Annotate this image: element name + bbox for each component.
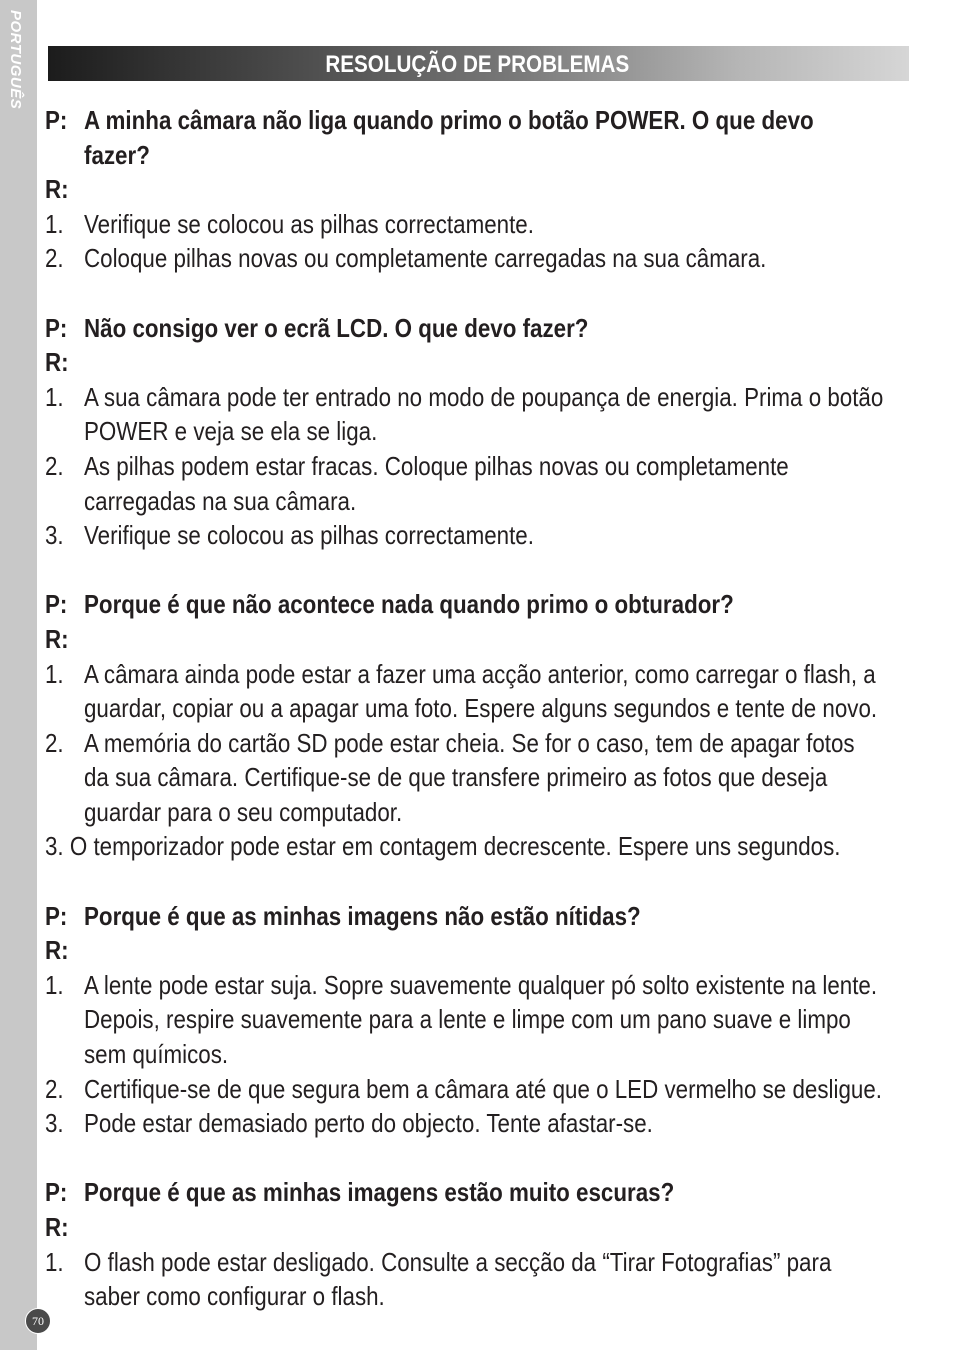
answer-line <box>45 1279 911 1314</box>
answer-text-wrap <box>84 518 607 553</box>
question-text: A minha câmara não liga quando primo o botão POWER. O que devo <box>84 105 814 135</box>
item-number: 3. <box>45 1108 64 1139</box>
question-text-wrap <box>84 311 671 346</box>
answer-text: Certifique-se de que segura bem a câmara até que o LED vermelho se desligue. <box>84 1073 882 1104</box>
answer-text: guardar, copiar ou a apagar uma foto. Espere alguns segundos e tente de novo. <box>84 693 878 724</box>
answer-item <box>45 241 911 276</box>
answer-label: R: <box>45 623 69 654</box>
question-text-wrap <box>84 587 840 622</box>
page-title: RESOLUÇÃO DE PROBLEMAS <box>325 51 630 78</box>
answer-line <box>45 726 911 761</box>
page-number: 70 <box>25 1308 51 1334</box>
answer-text-wrap <box>84 657 954 692</box>
question-text: Porque é que não acontece nada quando primo o obturador? <box>84 589 734 620</box>
section-gap <box>45 1141 911 1176</box>
answer-item <box>45 829 911 864</box>
section-gap <box>45 553 911 588</box>
item-number: 1. <box>45 1246 64 1277</box>
faq-content <box>45 103 911 1314</box>
answer-text: sem químicos. <box>84 1039 229 1070</box>
item-number: 2. <box>45 450 64 481</box>
item-number: 1. <box>45 381 64 412</box>
answer-line <box>45 691 911 726</box>
question-line <box>45 899 911 934</box>
item-number: 2. <box>45 243 64 274</box>
question-line <box>45 103 911 138</box>
question-line <box>45 311 911 346</box>
answer-label: R: <box>45 1212 69 1242</box>
faq-section <box>45 587 911 864</box>
faq-section <box>45 899 911 1141</box>
answer-label: R: <box>45 174 69 205</box>
question-text: fazer? <box>84 139 150 170</box>
answer-label-line <box>45 172 911 207</box>
answer-text-wrap <box>84 1245 953 1280</box>
answer-label-line <box>45 345 911 380</box>
question-text-wrap <box>84 899 731 934</box>
answer-text: Pode estar demasiado perto do objecto. Tente afastar-se. <box>84 1108 653 1139</box>
answer-text: 3. O temporizador pode estar em contagem decrescente. Espere uns segundos. <box>45 831 841 862</box>
answer-text-wrap <box>84 207 607 242</box>
question-line <box>45 138 911 173</box>
answer-text-wrap <box>84 1002 954 1037</box>
faq-section <box>45 103 911 276</box>
answer-text: A câmara ainda pode estar a fazer uma acção anterior, como carregar o flash, a <box>84 658 876 689</box>
answer-text-wrap <box>84 760 948 795</box>
answer-text-wrap <box>84 1279 434 1314</box>
section-gap <box>45 864 911 899</box>
answer-item <box>45 657 911 726</box>
answer-text: Verifique se colocou as pilhas correctamente. <box>84 520 534 551</box>
question-text: Porque é que as minhas imagens não estão nítidas? <box>84 900 641 931</box>
item-number: 1. <box>45 969 64 1000</box>
answer-text-wrap <box>84 691 954 726</box>
question-label: P: <box>45 1177 68 1208</box>
answer-line <box>45 380 911 415</box>
answer-text-wrap <box>84 241 877 276</box>
answer-item <box>45 968 911 1072</box>
answer-item <box>45 207 911 242</box>
question-text: Porque é que as minhas imagens estão muito escuras? <box>84 1177 675 1208</box>
answer-line <box>45 795 911 830</box>
answer-label-line <box>45 1210 911 1245</box>
answer-text: da sua câmara. Certifique-se de que transfere primeiro as fotos que deseja <box>84 762 828 793</box>
faq-section <box>45 311 911 553</box>
answer-text: A memória do cartão SD pode estar cheia. Se for o caso, tem de apagar fotos <box>84 727 855 758</box>
answer-line <box>45 484 911 519</box>
question-text-wrap <box>84 1175 770 1210</box>
answer-text: A sua câmara pode ter entrado no modo de poupança de energia. Prima o botão <box>84 381 884 412</box>
answer-line <box>45 207 911 242</box>
answer-text: O flash pode estar desligado. Consulte a secção da “Tirar Fotografias” para <box>84 1246 832 1277</box>
answer-text-wrap <box>84 414 425 449</box>
answer-line <box>45 1072 911 1107</box>
answer-line <box>45 1106 911 1141</box>
section-banner <box>48 46 909 81</box>
answer-text-wrap <box>84 484 401 519</box>
language-label: PORTUGUÊS <box>7 10 24 110</box>
answer-text: guardar para o seu computador. <box>84 796 403 827</box>
answer-text: carregadas na sua câmara. <box>84 485 357 516</box>
question-text-wrap <box>84 103 932 138</box>
answer-line <box>45 241 911 276</box>
answer-line <box>45 829 911 864</box>
question-label: P: <box>45 105 68 135</box>
question-text-wrap <box>84 138 161 173</box>
question-label: P: <box>45 312 68 343</box>
answer-item <box>45 1245 911 1314</box>
item-number: 3. <box>45 520 64 551</box>
item-number: 1. <box>45 208 64 239</box>
answer-text-wrap <box>84 1072 954 1107</box>
answer-line <box>45 518 911 553</box>
answer-label-line <box>45 622 911 657</box>
answer-line <box>45 414 911 449</box>
item-number: 2. <box>45 727 64 758</box>
side-strip <box>0 0 37 1350</box>
section-gap <box>45 276 911 311</box>
question-text: Não consigo ver o ecrã LCD. O que devo fazer? <box>84 312 589 343</box>
answer-item <box>45 1106 911 1141</box>
answer-item <box>45 1072 911 1107</box>
question-label: P: <box>45 589 68 620</box>
question-line <box>45 587 911 622</box>
question-line <box>45 1175 911 1210</box>
answer-line <box>45 657 911 692</box>
answer-text: A lente pode estar suja. Sopre suavemente qualquer pó solto existente na lente. <box>84 969 878 1000</box>
faq-section <box>45 1175 911 1313</box>
answer-text-wrap <box>84 449 903 484</box>
answer-text: Depois, respire suavemente para a lente e limpe com um pano suave e limpo <box>84 1004 851 1035</box>
item-number: 2. <box>45 1073 64 1104</box>
answer-line <box>45 968 911 1003</box>
answer-label: R: <box>45 935 69 966</box>
answer-text-wrap <box>84 1037 252 1072</box>
answer-text-wrap <box>84 380 954 415</box>
answer-text: As pilhas podem estar fracas. Coloque pilhas novas ou completamente <box>84 450 789 481</box>
answer-text-wrap <box>84 968 954 1003</box>
answer-line <box>45 1245 911 1280</box>
answer-text: POWER e veja se ela se liga. <box>84 416 378 447</box>
answer-item <box>45 449 911 518</box>
answer-text-wrap <box>84 726 954 761</box>
answer-item <box>45 380 911 449</box>
answer-text: Coloque pilhas novas ou completamente carregadas na sua câmara. <box>84 243 767 274</box>
item-number: 1. <box>45 658 64 689</box>
answer-text-wrap <box>84 795 454 830</box>
answer-text: Verifique se colocou as pilhas correctamente. <box>84 208 534 239</box>
answer-label: R: <box>45 347 69 378</box>
answer-line <box>45 449 911 484</box>
answer-text: saber como configurar o flash. <box>84 1281 385 1312</box>
answer-line <box>45 1002 911 1037</box>
answer-label-line <box>45 933 911 968</box>
question-label: P: <box>45 900 68 931</box>
answer-item <box>45 518 911 553</box>
answer-line <box>45 760 911 795</box>
answer-line <box>45 1037 911 1072</box>
answer-item <box>45 726 911 830</box>
answer-text-wrap <box>84 1106 746 1141</box>
